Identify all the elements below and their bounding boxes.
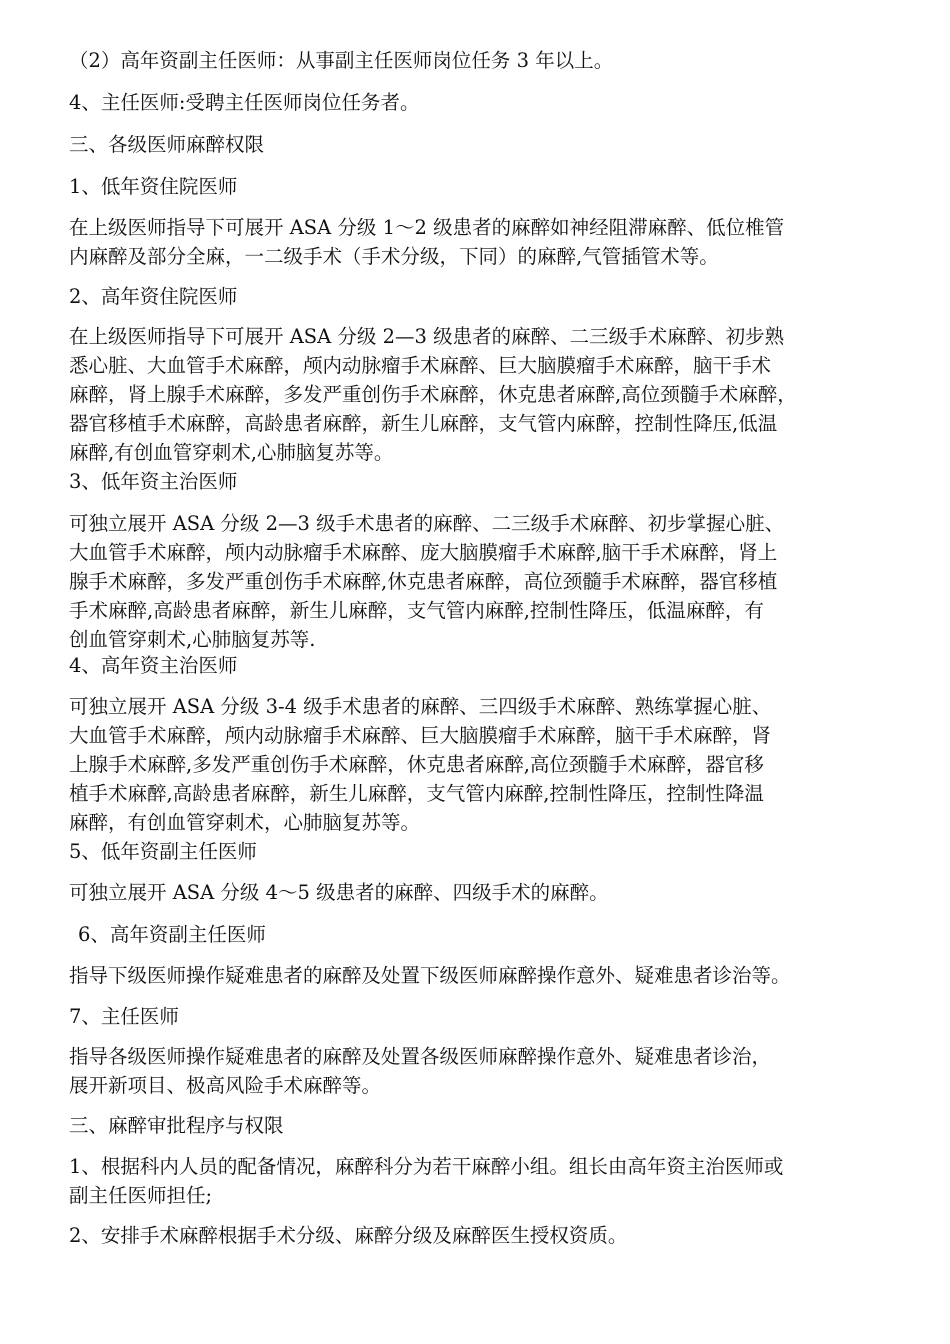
subheading-senior-resident — [69, 282, 889, 311]
text-line: 麻醉,有创血管穿刺术,心肺脑复苏等。 — [69, 441, 394, 464]
text-line: 器官移植手术麻醉，高龄患者麻醉，新生儿麻醉，支气管内麻醉，控制性降压,低温 — [69, 412, 778, 435]
text-line: 4、高年资主治医师 — [69, 654, 238, 677]
text-line: 5、低年资副主任医师 — [69, 840, 257, 863]
text-line: 7、主任医师 — [69, 1005, 179, 1028]
text-line: 上腺手术麻醉,多发严重创伤手术麻醉，休克患者麻醉,高位颈髓手术麻醉，器官移 — [69, 753, 764, 776]
section-heading-anesthesia-privileges — [69, 130, 889, 159]
text-line: 指导下级医师操作疑难患者的麻醉及处置下级医师麻醉操作意外、疑难患者诊治等。 — [69, 964, 791, 987]
text-line: 麻醉，肾上腺手术麻醉，多发严重创伤手术麻醉，休克患者麻醉,高位颈髓手术麻醉， — [69, 383, 797, 406]
text-line: 2、安排手术麻醉根据手术分级、麻醉分级及麻醉医生授权资质。 — [69, 1224, 628, 1247]
text-line: 内麻醉及部分全麻，一二级手术（手术分级，下同）的麻醉,气管插管术等。 — [69, 245, 719, 268]
subheading-junior-deputy-chief — [69, 837, 889, 866]
paragraph-junior-attending-scope — [69, 509, 889, 654]
text-line: 腺手术麻醉，多发严重创伤手术麻醉,休克患者麻醉，高位颈髓手术麻醉，器官移植 — [69, 570, 778, 593]
subheading-junior-attending — [69, 467, 889, 496]
paragraph-junior-resident-scope — [69, 213, 889, 271]
text-line: 悉心脏、大血管手术麻醉，颅内动脉瘤手术麻醉、巨大脑膜瘤手术麻醉，脑干手术 — [69, 354, 772, 377]
text-line: 4、主任医师:受聘主任医师岗位任务者。 — [69, 91, 420, 114]
paragraph-chief-physician-scope — [69, 1042, 889, 1100]
text-line: 在上级医师指导下可展开 ASA 分级 2—3 级患者的麻醉、二三级手术麻醉、初步熟 — [69, 325, 785, 348]
subheading-senior-attending — [69, 651, 889, 680]
paragraph-senior-attending-scope — [69, 692, 889, 837]
text-line: 大血管手术麻醉，颅内动脉瘤手术麻醉、巨大脑膜瘤手术麻醉，脑干手术麻醉，肾 — [69, 724, 772, 747]
paragraph-senior-resident-scope — [69, 322, 889, 467]
text-line: 1、低年资住院医师 — [69, 175, 238, 198]
paragraph-senior-deputy-chief-qualification — [69, 46, 889, 75]
paragraph-anesthesia-group-structure — [69, 1152, 889, 1210]
text-line: 麻醉，有创血管穿刺术，心肺脑复苏等。 — [69, 811, 421, 834]
subheading-chief-physician — [69, 1002, 889, 1031]
text-line: 展开新项目、极高风险手术麻醉等。 — [69, 1074, 382, 1097]
text-line: 6、高年资副主任医师 — [78, 923, 266, 946]
paragraph-senior-deputy-chief-scope — [69, 961, 889, 990]
text-line: 三、各级医师麻醉权限 — [69, 133, 265, 156]
subheading-junior-resident — [69, 172, 889, 201]
text-line: 3、低年资主治医师 — [69, 470, 238, 493]
text-line: 可独立展开 ASA 分级 3-4 级手术患者的麻醉、三四级手术麻醉、熟练掌握心脏、 — [69, 695, 772, 718]
section-heading-approval-procedure — [69, 1111, 889, 1140]
text-line: 手术麻醉,高龄患者麻醉，新生儿麻醉，支气管内麻醉,控制性降压，低温麻醉，有 — [69, 599, 764, 622]
paragraph-surgery-assignment-rule — [69, 1221, 889, 1250]
paragraph-chief-physician-qualification — [69, 88, 889, 117]
subheading-senior-deputy-chief — [78, 920, 898, 949]
text-line: 植手术麻醉,高龄患者麻醉，新生儿麻醉，支气管内麻醉,控制性降压，控制性降温 — [69, 782, 764, 805]
text-line: 三、麻醉审批程序与权限 — [69, 1114, 284, 1137]
text-line: 1、根据科内人员的配备情况，麻醉科分为若干麻醉小组。组长由高年资主治医师或 — [69, 1155, 784, 1178]
text-line: 大血管手术麻醉，颅内动脉瘤手术麻醉、庞大脑膜瘤手术麻醉,脑干手术麻醉，肾上 — [69, 541, 778, 564]
text-line: （2）高年资副主任医师：从事副主任医师岗位任务 3 年以上。 — [69, 49, 614, 72]
text-line: 可独立展开 ASA 分级 4～5 级患者的麻醉、四级手术的麻醉。 — [69, 881, 609, 904]
text-line: 2、高年资住院医师 — [69, 285, 238, 308]
text-line: 在上级医师指导下可展开 ASA 分级 1～2 级患者的麻醉如神经阻滞麻醉、低位椎管 — [69, 216, 785, 239]
text-line: 指导各级医师操作疑难患者的麻醉及处置各级医师麻醉操作意外、疑难患者诊治， — [69, 1045, 772, 1068]
text-line: 可独立展开 ASA 分级 2—3 级手术患者的麻醉、二三级手术麻醉、初步掌握心脏、 — [69, 512, 785, 535]
text-line: 创血管穿刺术,心肺脑复苏等. — [69, 628, 316, 651]
text-line: 副主任医师担任; — [69, 1184, 213, 1207]
paragraph-junior-deputy-chief-scope — [69, 878, 889, 907]
